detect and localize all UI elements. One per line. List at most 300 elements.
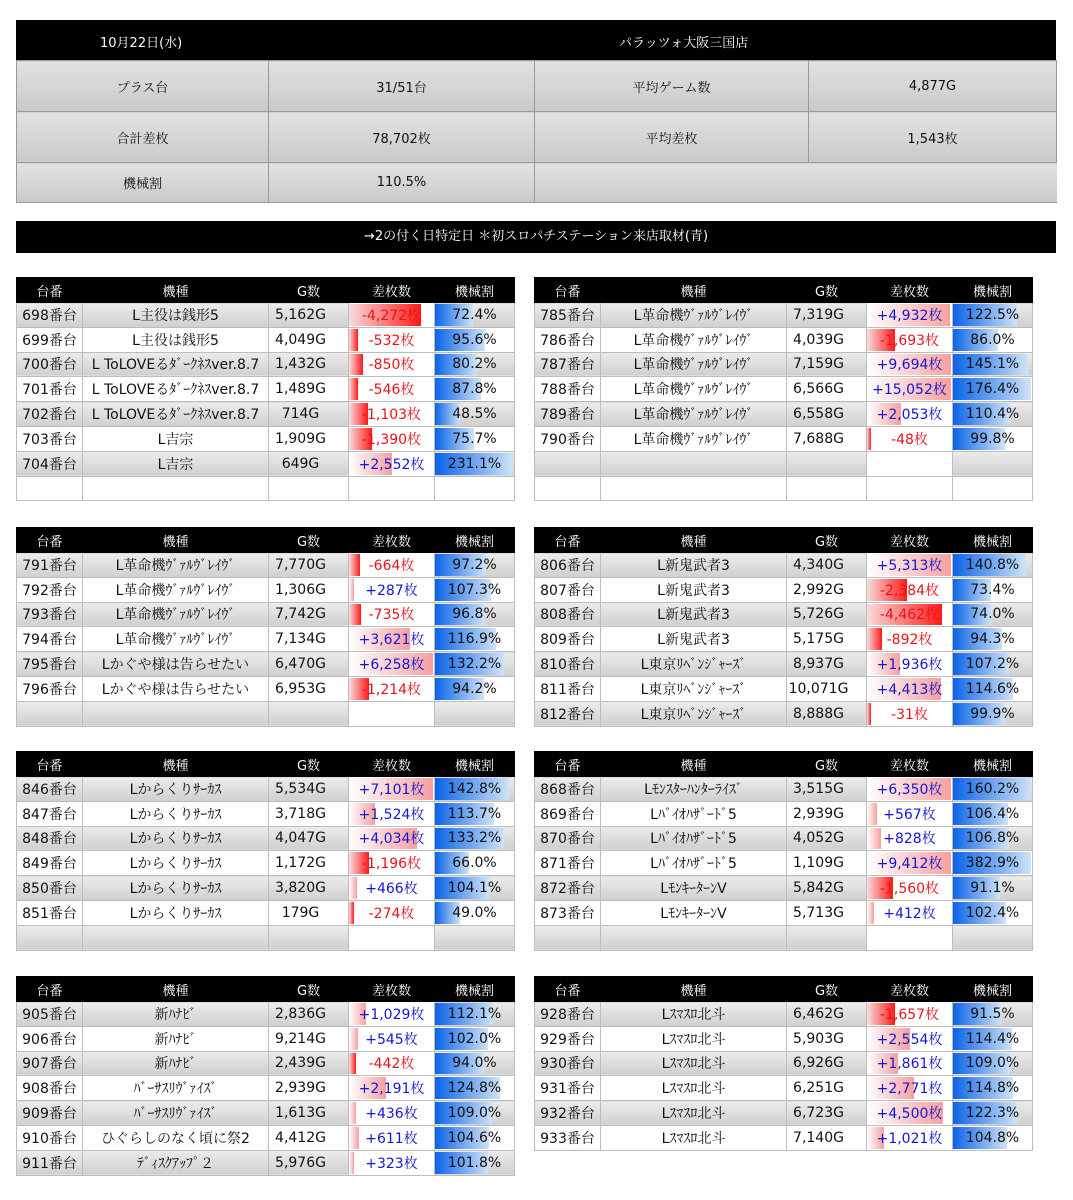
machine-model: L ToLOVEるﾀﾞｰｸﾈｽver.8.7 <box>83 352 269 377</box>
col-header-diff: 差枚数 <box>349 752 435 777</box>
game-count: 5,726G <box>787 602 867 627</box>
payout-value: 104.6% <box>447 1129 502 1146</box>
table-row <box>535 426 1033 451</box>
diff-bar <box>349 1028 358 1050</box>
game-count: 1,109G <box>787 851 867 876</box>
payout-cell <box>435 553 515 578</box>
diff-value: +2,552枚 <box>358 456 425 473</box>
col-header-rate: 機械割 <box>953 977 1033 1002</box>
payout-cell <box>435 676 515 701</box>
machine-number: 869番台 <box>535 801 601 826</box>
machine-number: 929番台 <box>535 1026 601 1051</box>
table-row <box>17 1026 515 1051</box>
payout-value: 75.7% <box>452 430 497 447</box>
machine-model: L東京ﾘﾍﾞﾝｼﾞｬｰｽﾞ <box>601 701 787 726</box>
col-header-games: G数 <box>269 278 349 303</box>
payout-value: 94.2% <box>452 680 497 697</box>
diff-cell <box>867 476 953 501</box>
machine-block-6 <box>534 751 1033 951</box>
machine-model: L革命機ｳﾞｧﾙｳﾞﾚｲｳﾞ <box>83 577 269 602</box>
table-row <box>17 553 515 578</box>
diff-value: +6,258枚 <box>358 657 425 674</box>
table-row <box>535 900 1033 925</box>
col-header-games: G数 <box>269 528 349 553</box>
machine-model: Lｽﾏｽﾛ北斗 <box>601 1051 787 1076</box>
diff-value: +1,861枚 <box>876 1056 943 1073</box>
diff-value: +6,350枚 <box>876 781 943 798</box>
payout-value: 114.4% <box>965 1030 1020 1047</box>
header-row <box>535 977 1033 1002</box>
machine-model: Lﾊﾞｲｵﾊｻﾞｰﾄﾞ5 <box>601 826 787 851</box>
table-row <box>535 876 1033 901</box>
diff-bar <box>867 428 871 450</box>
diff-cell <box>867 1051 953 1076</box>
col-header-model: 機種 <box>601 977 787 1002</box>
diff-cell <box>867 402 953 427</box>
machine-number: 928番台 <box>535 1002 601 1027</box>
table-row <box>17 352 515 377</box>
machine-number: 910番台 <box>17 1125 83 1150</box>
game-count: 5,162G <box>269 303 349 328</box>
payout-cell <box>435 1051 515 1076</box>
payout-value: 114.8% <box>965 1080 1020 1097</box>
header-row <box>535 528 1033 553</box>
game-count: 2,836G <box>269 1002 349 1027</box>
col-header-no: 台番 <box>535 752 601 777</box>
table-row <box>17 1002 515 1027</box>
diff-cell <box>867 303 953 328</box>
game-count <box>787 476 867 501</box>
payout-cell <box>435 826 515 851</box>
diff-cell <box>349 851 435 876</box>
game-count: 9,214G <box>269 1026 349 1051</box>
machine-model: Lﾊﾞｲｵﾊｻﾞｰﾄﾞ5 <box>601 801 787 826</box>
payout-cell <box>953 402 1033 427</box>
payout-value: 95.6% <box>452 331 497 348</box>
machine-block-1 <box>16 277 515 501</box>
table-row <box>535 777 1033 802</box>
diff-value: +4,413枚 <box>876 681 943 698</box>
payout-value: 114.6% <box>965 680 1020 697</box>
game-count: 5,903G <box>787 1026 867 1051</box>
game-count: 4,340G <box>787 553 867 578</box>
machine-model: L東京ﾘﾍﾞﾝｼﾞｬｰｽﾞ <box>601 676 787 701</box>
machine-number: 930番台 <box>535 1051 601 1076</box>
diff-cell <box>867 777 953 802</box>
table-row <box>17 602 515 627</box>
machine-number: 704番台 <box>17 451 83 476</box>
diff-value: -4,272枚 <box>361 307 422 324</box>
col-header-model: 機種 <box>83 528 269 553</box>
diff-bar <box>349 554 360 576</box>
machine-number: 702番台 <box>17 402 83 427</box>
machine-block-5 <box>16 751 515 951</box>
machine-model: L主役は銭形5 <box>83 327 269 352</box>
diff-value: +611枚 <box>365 1130 418 1147</box>
game-count: 4,039G <box>787 327 867 352</box>
payout-cell <box>953 426 1033 451</box>
col-header-games: G数 <box>269 752 349 777</box>
diff-value: -442枚 <box>368 1056 415 1073</box>
payout-cell <box>435 327 515 352</box>
machine-number: 909番台 <box>17 1101 83 1126</box>
table-row <box>535 1051 1033 1076</box>
diff-value: +412枚 <box>883 905 936 922</box>
diff-cell <box>867 352 953 377</box>
game-count: 714G <box>269 402 349 427</box>
diff-value: +9,412枚 <box>876 856 943 873</box>
machine-model: L革命機ｳﾞｧﾙｳﾞﾚｲｳﾞ <box>83 553 269 578</box>
machine-number: 808番台 <box>535 602 601 627</box>
payout-cell <box>435 801 515 826</box>
table-row <box>17 402 515 427</box>
payout-cell <box>953 777 1033 802</box>
diff-value: -31枚 <box>891 706 928 723</box>
machine-number: 849番台 <box>17 851 83 876</box>
machine-block-8 <box>534 976 1033 1151</box>
diff-bar <box>867 703 871 725</box>
machine-model: Lからくりｻｰｶｽ <box>83 826 269 851</box>
table-row <box>535 925 1033 950</box>
machine-number: 851番台 <box>17 900 83 925</box>
game-count: 1,306G <box>269 577 349 602</box>
diff-value: -48枚 <box>891 431 928 448</box>
machine-number: 790番台 <box>535 426 601 451</box>
machine-model: L革命機ｳﾞｧﾙｳﾞﾚｲｳﾞ <box>601 352 787 377</box>
table-row <box>535 602 1033 627</box>
diff-cell <box>349 900 435 925</box>
diff-cell <box>349 1125 435 1150</box>
diff-cell <box>867 602 953 627</box>
col-header-games: G数 <box>787 752 867 777</box>
payout-cell <box>953 876 1033 901</box>
table-row <box>535 652 1033 677</box>
diff-value: +2,191枚 <box>358 1081 425 1098</box>
diff-cell <box>867 676 953 701</box>
game-count: 5,842G <box>787 876 867 901</box>
machine-model: Lｽﾏｽﾛ北斗 <box>601 1125 787 1150</box>
event-note: →2の付く日特定日 ＊初スロパチステーション来店取材(青) <box>16 221 1056 253</box>
diff-cell <box>867 876 953 901</box>
payout-value: 231.1% <box>447 455 502 472</box>
payout-value: 176.4% <box>965 381 1020 398</box>
diff-value: -546枚 <box>368 382 415 399</box>
diff-cell <box>867 627 953 652</box>
diff-cell <box>867 1002 953 1027</box>
payout-value: 160.2% <box>965 780 1020 797</box>
col-header-model: 機種 <box>83 278 269 303</box>
table-row <box>17 652 515 677</box>
plus-label: プラス台 <box>17 61 269 112</box>
store-name: パラッツォ大阪三国店 <box>619 36 749 51</box>
payout-value: 73.4% <box>970 581 1015 598</box>
machine-number: 787番台 <box>535 352 601 377</box>
payout-cell <box>953 451 1033 476</box>
diff-cell <box>349 1026 435 1051</box>
table-row <box>535 1125 1033 1150</box>
game-count <box>269 476 349 501</box>
avg-diff-label: 平均差枚 <box>535 112 809 163</box>
game-count: 8,937G <box>787 652 867 677</box>
machine-number: 703番台 <box>17 426 83 451</box>
total-diff-value: 78,702枚 <box>269 112 535 163</box>
col-header-rate: 機械割 <box>953 528 1033 553</box>
machine-number: 806番台 <box>535 553 601 578</box>
machine-number: 788番台 <box>535 377 601 402</box>
diff-bar <box>349 1102 356 1124</box>
payout-value: 113.7% <box>447 805 502 822</box>
col-header-model: 機種 <box>601 528 787 553</box>
machine-model: Lｽﾏｽﾛ北斗 <box>601 1076 787 1101</box>
machine-model: Lｽﾏｽﾛ北斗 <box>601 1101 787 1126</box>
game-count: 7,159G <box>787 352 867 377</box>
machine-number: 789番台 <box>535 402 601 427</box>
table-row <box>17 801 515 826</box>
table-row <box>535 352 1033 377</box>
machine-model: ﾊﾞｰｻｽﾘｳﾞｧｲｽﾞ <box>83 1101 269 1126</box>
table-row <box>535 402 1033 427</box>
payout-cell <box>953 602 1033 627</box>
machine-number: 846番台 <box>17 777 83 802</box>
payout-cell <box>953 1076 1033 1101</box>
diff-cell <box>867 426 953 451</box>
diff-bar <box>867 803 877 825</box>
payout-cell <box>435 1002 515 1027</box>
table-row <box>17 451 515 476</box>
payout-cell <box>953 652 1033 677</box>
machine-number: 847番台 <box>17 801 83 826</box>
payout-cell <box>435 402 515 427</box>
table-row <box>535 676 1033 701</box>
game-count: 6,558G <box>787 402 867 427</box>
payout-value: 102.0% <box>447 1030 502 1047</box>
header-row <box>17 752 515 777</box>
machine-number: 792番台 <box>17 577 83 602</box>
table-row <box>535 627 1033 652</box>
table-row <box>535 851 1033 876</box>
diff-value: -1,657枚 <box>879 1006 940 1023</box>
diff-value: -1,693枚 <box>879 332 940 349</box>
diff-cell <box>349 352 435 377</box>
table-row <box>17 925 515 950</box>
game-count: 5,976G <box>269 1150 349 1175</box>
payout-cell <box>953 377 1033 402</box>
diff-bar <box>349 1127 359 1149</box>
payout-value: 142.8% <box>447 780 502 797</box>
diff-cell <box>867 652 953 677</box>
payout-cell <box>953 925 1033 950</box>
machine-model: L新鬼武者3 <box>601 577 787 602</box>
diff-bar <box>867 828 881 850</box>
table-row <box>535 701 1033 726</box>
col-header-rate: 機械割 <box>953 752 1033 777</box>
payout-value: 107.3% <box>447 581 502 598</box>
game-count: 6,251G <box>787 1076 867 1101</box>
payout-value: 104.1% <box>447 880 502 897</box>
machine-number: 812番台 <box>535 701 601 726</box>
game-count: 10,071G <box>787 676 867 701</box>
table-row <box>535 1002 1033 1027</box>
table-row <box>17 777 515 802</box>
game-count: 3,820G <box>269 876 349 901</box>
header-row <box>535 278 1033 303</box>
diff-cell <box>867 826 953 851</box>
diff-cell <box>867 900 953 925</box>
col-header-model: 機種 <box>601 278 787 303</box>
payout-value: 99.8% <box>970 430 1015 447</box>
game-count: 6,462G <box>787 1002 867 1027</box>
game-count <box>787 451 867 476</box>
machine-model <box>83 476 269 501</box>
diff-value: -4,462枚 <box>879 607 940 624</box>
diff-bar <box>349 1053 356 1075</box>
diff-value: +287枚 <box>365 582 418 599</box>
diff-cell <box>349 777 435 802</box>
diff-cell <box>867 553 953 578</box>
table-row <box>535 553 1033 578</box>
table-row <box>17 851 515 876</box>
diff-cell <box>867 701 953 726</box>
machine-number: 933番台 <box>535 1125 601 1150</box>
diff-cell <box>349 1150 435 1175</box>
diff-value: -1,560枚 <box>879 881 940 898</box>
col-header-rate: 機械割 <box>435 977 515 1002</box>
payout-cell <box>953 352 1033 377</box>
payout-cell <box>435 851 515 876</box>
machine-number: 700番台 <box>17 352 83 377</box>
game-count <box>269 701 349 726</box>
game-count: 4,412G <box>269 1125 349 1150</box>
diff-cell <box>867 1026 953 1051</box>
table-row <box>17 577 515 602</box>
payout-value: 94.0% <box>452 1055 497 1072</box>
machine-model <box>601 451 787 476</box>
game-count: 179G <box>269 900 349 925</box>
game-count: 3,718G <box>269 801 349 826</box>
machine-block-7 <box>16 976 515 1176</box>
diff-bar <box>349 877 357 899</box>
table-row <box>17 826 515 851</box>
diff-bar <box>349 1152 354 1174</box>
table-row <box>535 826 1033 851</box>
col-header-no: 台番 <box>17 528 83 553</box>
machine-model: L東京ﾘﾍﾞﾝｼﾞｬｰｽﾞ <box>601 652 787 677</box>
diff-cell <box>349 826 435 851</box>
payout-cell <box>435 900 515 925</box>
payout-cell <box>953 826 1033 851</box>
diff-bar <box>349 902 354 924</box>
payout-cell <box>435 876 515 901</box>
payout-cell <box>953 701 1033 726</box>
machine-number: 850番台 <box>17 876 83 901</box>
table-row <box>17 1076 515 1101</box>
machine-number: 810番台 <box>535 652 601 677</box>
game-count: 7,770G <box>269 553 349 578</box>
diff-cell <box>867 801 953 826</box>
payout-value: 91.5% <box>970 1005 1015 1022</box>
diff-value: -532枚 <box>368 332 415 349</box>
machine-model: L新鬼武者3 <box>601 627 787 652</box>
table-row <box>535 577 1033 602</box>
payout-cell <box>953 851 1033 876</box>
header-row <box>535 752 1033 777</box>
payout-value: 99.9% <box>970 705 1015 722</box>
machine-number: 809番台 <box>535 627 601 652</box>
game-count: 5,175G <box>787 627 867 652</box>
diff-value: +567枚 <box>883 806 936 823</box>
payout-value: 49.0% <box>452 904 497 921</box>
diff-value: -664枚 <box>368 557 415 574</box>
game-count: 6,953G <box>269 676 349 701</box>
payout-cell <box>953 577 1033 602</box>
payout-cell <box>953 676 1033 701</box>
machine-model: L新鬼武者3 <box>601 602 787 627</box>
diff-value: +2,053枚 <box>876 407 943 424</box>
payout-value: 140.8% <box>965 556 1020 573</box>
game-count: 7,134G <box>269 627 349 652</box>
summary-table <box>16 60 1057 203</box>
table-row <box>535 1026 1033 1051</box>
diff-value: -850枚 <box>368 357 415 374</box>
machine-model: Lからくりｻｰｶｽ <box>83 777 269 802</box>
diff-value: +3,621枚 <box>358 632 425 649</box>
diff-cell <box>349 602 435 627</box>
diff-bar <box>349 354 363 376</box>
diff-value: -735枚 <box>368 607 415 624</box>
payout-label: 機械割 <box>17 163 269 203</box>
game-count <box>787 925 867 950</box>
payout-cell <box>435 652 515 677</box>
payout-value: 106.8% <box>965 830 1020 847</box>
machine-model: 新ﾊﾅﾋﾞ <box>83 1002 269 1027</box>
machine-model: ﾊﾞｰｻｽﾘｳﾞｧｲｽﾞ <box>83 1076 269 1101</box>
table-row <box>535 327 1033 352</box>
diff-cell <box>349 876 435 901</box>
payout-cell <box>953 900 1033 925</box>
payout-value: 116.9% <box>447 631 502 648</box>
col-header-rate: 機械割 <box>435 528 515 553</box>
payout-value: 80.2% <box>452 356 497 373</box>
machine-number: 785番台 <box>535 303 601 328</box>
payout-value: 106.4% <box>965 805 1020 822</box>
payout-value: 104.8% <box>965 1129 1020 1146</box>
col-header-diff: 差枚数 <box>867 278 953 303</box>
payout-cell <box>435 701 515 726</box>
payout-value: 110.5% <box>269 163 535 203</box>
machine-number: 793番台 <box>17 602 83 627</box>
table-row <box>535 303 1033 328</box>
machine-number: 868番台 <box>535 777 601 802</box>
machine-number: 906番台 <box>17 1026 83 1051</box>
machine-model: L ToLOVEるﾀﾞｰｸﾈｽver.8.7 <box>83 402 269 427</box>
machine-block-3 <box>16 527 515 727</box>
payout-value: 66.0% <box>452 855 497 872</box>
game-count: 4,047G <box>269 826 349 851</box>
diff-cell <box>349 426 435 451</box>
col-header-diff: 差枚数 <box>867 752 953 777</box>
machine-model: L新鬼武者3 <box>601 553 787 578</box>
machine-model: L革命機ｳﾞｧﾙｳﾞﾚｲｳﾞ <box>601 327 787 352</box>
game-count: 1,909G <box>269 426 349 451</box>
payout-value: 97.2% <box>452 556 497 573</box>
game-count <box>269 925 349 950</box>
machine-number <box>17 701 83 726</box>
header-row <box>17 528 515 553</box>
payout-cell <box>953 303 1033 328</box>
machine-number: 698番台 <box>17 303 83 328</box>
payout-value: 109.0% <box>965 1055 1020 1072</box>
table-row <box>535 451 1033 476</box>
